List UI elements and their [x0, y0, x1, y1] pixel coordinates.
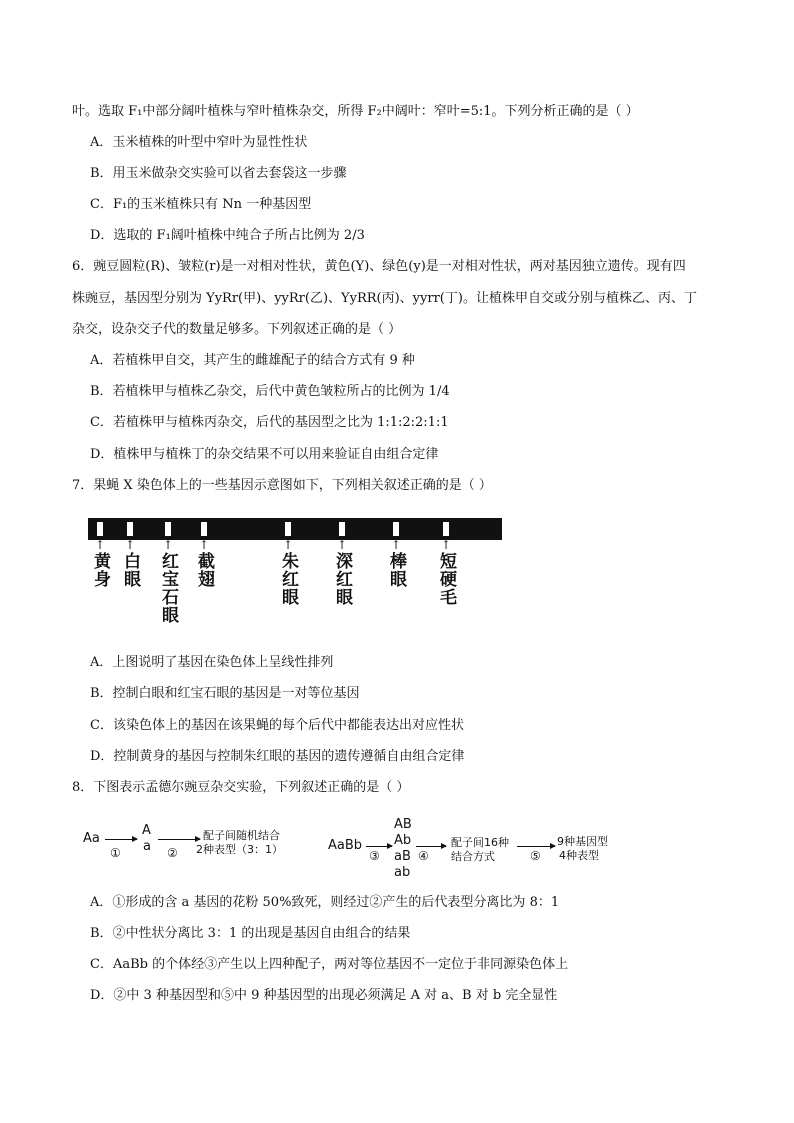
q8-option-c: C．AaBb 的个体经③产生以上四种配子，两对等位基因不一定位于非同源染色体上 [90, 957, 569, 972]
gene-locus-mark [285, 522, 291, 536]
gene-locus-mark [201, 522, 207, 536]
gene-locus-mark [339, 522, 345, 536]
gene-ruby-eye [153, 538, 183, 624]
q7-option-c: C．该染色体上的基因在该果蝇的每个后代中都能表达出对应性状 [90, 718, 464, 733]
gamete: aB [394, 849, 411, 864]
q6-option-c: C．若植株甲与植株丙杂交，后代的基因型之比为 1:1:2:2:1:1 [90, 415, 449, 430]
q6-option-a: A．若植株甲自交，其产生的雌雄配子的结合方式有 9 种 [90, 353, 415, 368]
gene-locus-mark [393, 522, 399, 536]
step-marker: ③ [369, 849, 380, 863]
gene-vermilion-eye [273, 538, 303, 606]
gene-label: 截翅 [194, 552, 214, 588]
arrow-up-icon: ↑ [440, 538, 452, 552]
gene-cut-wing [189, 538, 219, 588]
gene-label: 短硬毛 [436, 552, 456, 606]
q7-option-a: A．上图说明了基因在染色体上呈线性排列 [90, 655, 334, 670]
gene-label: 黄身 [90, 552, 110, 588]
parent-genotype: Aa [83, 831, 100, 846]
gene-locus-mark [127, 522, 133, 536]
q6-stem-line1: 6．豌豆圆粒(R)、皱粒(r)是一对相对性状，黄色(Y)、绿色(y)是一对相对性状，两对基因独立遗传。现有四 [72, 259, 686, 274]
result-text: 2种表型（3：1） [196, 843, 283, 856]
gene-bar-eye [381, 538, 411, 588]
arrow-right-icon [366, 846, 392, 847]
q5-option-b: B．用玉米做杂交实验可以省去套袋这一步骤 [90, 166, 347, 181]
q7-stem: 7．果蝇 X 染色体上的一些基因示意图如下，下列相关叙述正确的是（ ） [72, 478, 492, 493]
q8-option-d: D．②中 3 种基因型和⑤中 9 种基因型的出现必须满足 A 对 a、B 对 b 完全显性 [90, 988, 558, 1003]
q6-stem-line2: 株豌豆，基因型分别为 YyRr(甲)、yyRr(乙)、YyRR(丙)、yyrr(丁)。让植株甲自交或分别与植株乙、丙、丁 [72, 291, 697, 306]
q5-option-d: D．选取的 F₁阔叶植株中纯合子所占比例为 2/3 [90, 228, 365, 243]
gene-label: 朱红眼 [278, 552, 298, 606]
q5-option-c: C．F₁的玉米植株只有 Nn 一种基因型 [90, 197, 312, 212]
gene-label: 深红眼 [332, 552, 352, 606]
gene-short-bristle [431, 538, 461, 606]
q5-option-a: A．玉米植株的叶型中窄叶为显性性状 [90, 135, 308, 150]
step-marker: ⑤ [530, 849, 541, 863]
gene-white-eye [115, 538, 145, 588]
q6-stem-line3: 杂交，设杂交子代的数量足够多。下列叙述正确的是（ ） [72, 322, 402, 337]
gene-label: 白眼 [120, 552, 140, 588]
parent-genotype: AaBb [328, 838, 363, 853]
gene-label: 棒眼 [386, 552, 406, 588]
q6-option-d: D．植株甲与植株丁的杂交结果不可以用来验证自由组合定律 [90, 447, 439, 462]
gamete: A [142, 823, 151, 838]
arrow-up-icon: ↑ [162, 538, 174, 552]
arrow-right-icon [158, 839, 200, 840]
q7-option-b: B．控制白眼和红宝石眼的基因是一对等位基因 [90, 686, 360, 701]
gene-label: 红宝石眼 [158, 552, 178, 624]
arrow-up-icon: ↑ [94, 538, 106, 552]
gene-locus-mark [165, 522, 171, 536]
q8-stem: 8．下图表示孟德尔豌豆杂交实验，下列叙述正确的是（ ） [72, 780, 410, 795]
q8-option-a: A．①形成的含 a 基因的花粉 50%致死，则经过②产生的后代表型分离比为 8：1 [90, 895, 560, 910]
arrow-right-icon [105, 839, 137, 840]
q6-option-b: B．若植株甲与植株乙杂交，后代中黄色皱粒所占的比例为 1/4 [90, 384, 450, 399]
gene-yellow-body [85, 538, 115, 588]
step-marker: ② [167, 846, 178, 860]
gene-locus-mark [97, 522, 103, 536]
arrow-up-icon: ↑ [390, 538, 402, 552]
step-marker: ④ [418, 849, 429, 863]
step-marker: ① [110, 846, 121, 860]
mid-text: 配子间16种 [451, 836, 509, 849]
arrow-up-icon: ↑ [198, 538, 210, 552]
result-text: 9种基因型 [557, 835, 608, 848]
result-text: 4种表型 [559, 849, 599, 862]
q7-option-d: D．控制黄身的基因与控制朱红眼的基因的遗传遵循自由组合定律 [90, 749, 465, 764]
gamete: ab [394, 865, 411, 880]
x-chromosome-bar [88, 518, 502, 540]
arrow-up-icon: ↑ [282, 538, 294, 552]
mid-text: 结合方式 [451, 850, 495, 863]
gamete: AB [394, 817, 412, 832]
gamete: a [143, 839, 151, 854]
q5-intro: 叶。选取 F₁中部分阔叶植株与窄叶植株杂交，所得 F₂中阔叶：窄叶=5:1。下列分析正确的是（ ） [72, 104, 639, 119]
arrow-right-icon [416, 846, 446, 847]
result-text: 配子间随机结合 [203, 829, 280, 842]
gene-deep-red-eye [327, 538, 357, 606]
arrow-right-icon [517, 846, 555, 847]
q8-option-b: B．②中性状分离比 3：1 的出现是基因自由组合的结果 [90, 926, 411, 941]
arrow-up-icon: ↑ [336, 538, 348, 552]
gamete: Ab [394, 833, 412, 848]
gene-locus-mark [443, 522, 449, 536]
arrow-up-icon: ↑ [124, 538, 136, 552]
